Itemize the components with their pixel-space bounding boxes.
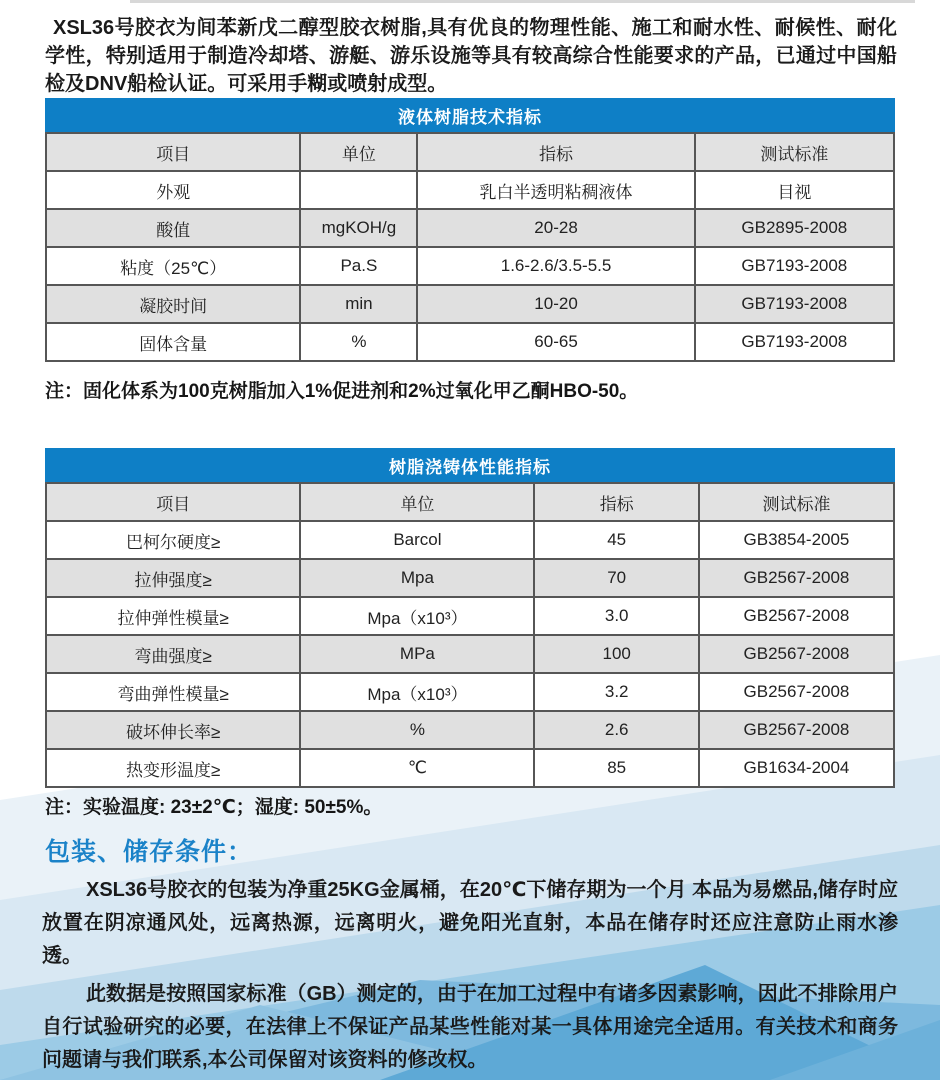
header-row <box>46 483 894 521</box>
table-cell: GB2567-2008 <box>699 635 894 673</box>
table-row <box>46 711 894 749</box>
column-header: 项目 <box>46 483 300 521</box>
table-cell: 外观 <box>46 171 300 209</box>
table-cell: MPa <box>300 635 534 673</box>
liquid-resin-table-section <box>45 98 895 362</box>
table-cell: Barcol <box>300 521 534 559</box>
table-cell: 3.0 <box>534 597 699 635</box>
header-row <box>46 133 894 171</box>
table-cell: 100 <box>534 635 699 673</box>
table-cell: ℃ <box>300 749 534 787</box>
table-cell: 拉伸强度≥ <box>46 559 300 597</box>
table-cell: min <box>300 285 417 323</box>
table-row <box>46 323 894 361</box>
table-cell: Mpa（x10³） <box>300 673 534 711</box>
liquid-resin-table-title: 液体树脂技术指标 <box>45 98 895 132</box>
table-cell: GB7193-2008 <box>695 247 894 285</box>
table-row <box>46 285 894 323</box>
table-cell: 20-28 <box>417 209 694 247</box>
table-cell: 10-20 <box>417 285 694 323</box>
column-header: 项目 <box>46 133 300 171</box>
table-row <box>46 171 894 209</box>
table-cell: 60-65 <box>417 323 694 361</box>
table-cell: 乳白半透明粘稠液体 <box>417 171 694 209</box>
table-row <box>46 209 894 247</box>
table-cell: % <box>300 711 534 749</box>
table-cell: 1.6-2.6/3.5-5.5 <box>417 247 694 285</box>
table-cell: Mpa <box>300 559 534 597</box>
table-cell: 固体含量 <box>46 323 300 361</box>
table-row <box>46 521 894 559</box>
table-row <box>46 749 894 787</box>
table-cell: 酸值 <box>46 209 300 247</box>
table-cell: GB2567-2008 <box>699 711 894 749</box>
table-row <box>46 559 894 597</box>
table-cell: GB3854-2005 <box>699 521 894 559</box>
table-cell: 45 <box>534 521 699 559</box>
table-cell: 弯曲弹性模量≥ <box>46 673 300 711</box>
table-cell: GB2567-2008 <box>699 597 894 635</box>
table-cell: 2.6 <box>534 711 699 749</box>
storage-paragraph: XSL36号胶衣的包装为净重25KG金属桶，在20℃下储存期为一个月 本品为易燃品,储存时应放置在阴凉通风处，远离热源，远离明火，避免阳光直射，本品在储存时还应注意防止雨水渗透。 <box>42 879 898 967</box>
table-cell: GB7193-2008 <box>695 285 894 323</box>
liquid-resin-note: 注：固化体系为100克树脂加入1%促进剂和2%过氧化甲乙酮HBO-50。 <box>45 381 639 402</box>
table-cell: 目视 <box>695 171 894 209</box>
column-header: 测试标准 <box>699 483 894 521</box>
liquid-resin-table <box>45 132 895 362</box>
table-cell: GB1634-2004 <box>699 749 894 787</box>
casting-performance-table-section <box>45 448 895 788</box>
column-header: 测试标准 <box>695 133 894 171</box>
table-cell: GB2567-2008 <box>699 673 894 711</box>
table-row <box>46 597 894 635</box>
table-cell: 粘度（25℃） <box>46 247 300 285</box>
column-header: 指标 <box>534 483 699 521</box>
table-cell: Pa.S <box>300 247 417 285</box>
table-cell: Mpa（x10³） <box>300 597 534 635</box>
table-cell: 巴柯尔硬度≥ <box>46 521 300 559</box>
table-cell: GB2567-2008 <box>699 559 894 597</box>
table-cell: 70 <box>534 559 699 597</box>
top-divider <box>130 0 915 3</box>
column-header: 单位 <box>300 133 417 171</box>
table-row <box>46 247 894 285</box>
casting-performance-note: 注：实验温度: 23±2℃；湿度: 50±5%。 <box>45 797 383 818</box>
table-cell: mgKOH/g <box>300 209 417 247</box>
table-row <box>46 673 894 711</box>
table-cell: 拉伸弹性模量≥ <box>46 597 300 635</box>
table-cell: 热变形温度≥ <box>46 749 300 787</box>
column-header: 单位 <box>300 483 534 521</box>
table-cell: GB2895-2008 <box>695 209 894 247</box>
disclaimer-paragraph: 此数据是按照国家标准（GB）测定的，由于在加工过程中有诸多因素影响，因此不排除用户自行试验研究的必要，在法律上不保证产品某些性能对某一具体用途完全适用。有关技术和商务问题请与我们联系,本公司保留对该资料的修改权。 <box>42 983 898 1071</box>
table-cell: 85 <box>534 749 699 787</box>
table-cell: 3.2 <box>534 673 699 711</box>
table-cell: GB7193-2008 <box>695 323 894 361</box>
table-cell: 破坏伸长率≥ <box>46 711 300 749</box>
table-cell: 凝胶时间 <box>46 285 300 323</box>
table-row <box>46 635 894 673</box>
storage-section-heading: 包装、储存条件： <box>45 838 254 866</box>
casting-performance-table-title: 树脂浇铸体性能指标 <box>45 448 895 482</box>
table-cell <box>300 171 417 209</box>
table-cell: % <box>300 323 417 361</box>
table-cell: 弯曲强度≥ <box>46 635 300 673</box>
product-intro-paragraph: XSL36号胶衣为间苯新戊二醇型胶衣树脂,具有优良的物理性能、施工和耐水性、耐候性、耐化学性，特别适用于制造冷却塔、游艇、游乐设施等具有较高综合性能要求的产品，已通过中国船检及DNV船检认证。可采用手糊或喷射成型。 <box>45 17 897 95</box>
column-header: 指标 <box>417 133 694 171</box>
casting-performance-table <box>45 482 895 788</box>
